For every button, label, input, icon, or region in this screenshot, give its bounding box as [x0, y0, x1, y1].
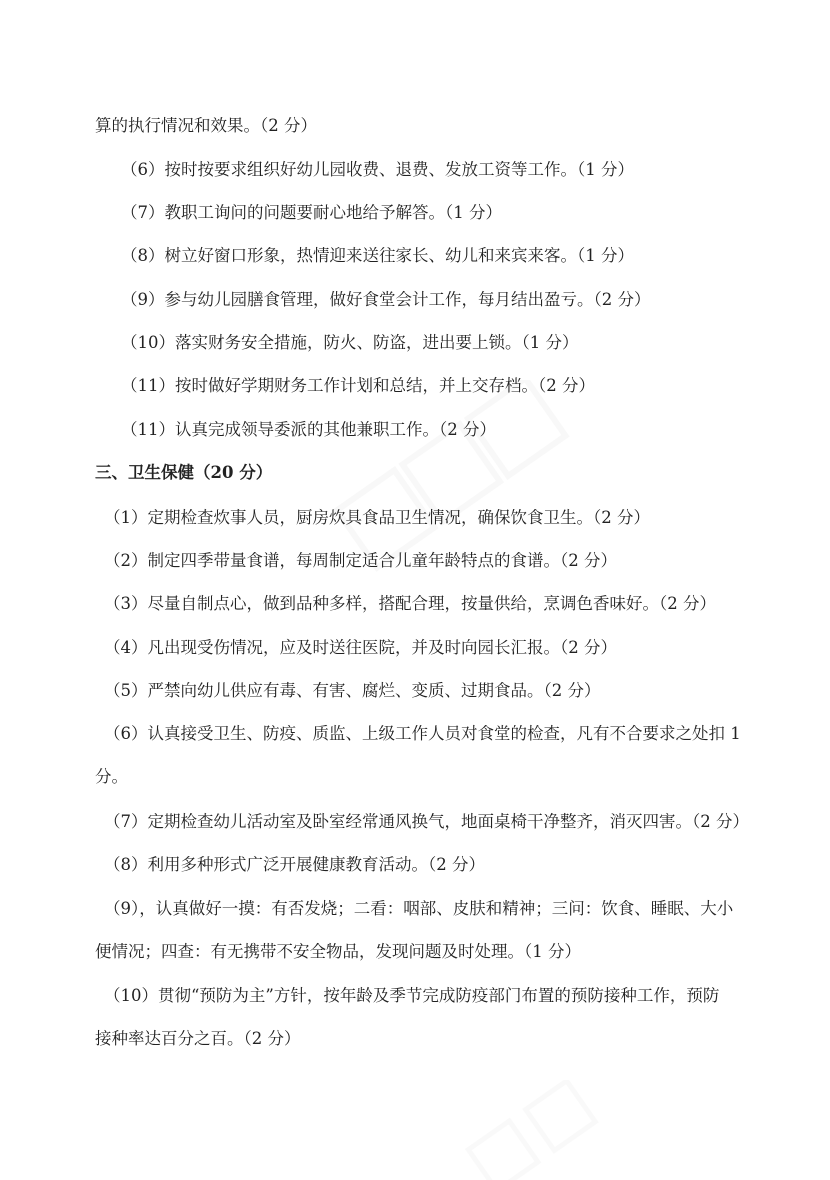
list-item: （8）利用多种形式广泛开展健康教育活动。（2 分） — [104, 855, 485, 874]
list-item: （6）按时按要求组织好幼儿园收费、退费、发放工资等工作。（1 分） — [121, 160, 634, 179]
list-item-continuation: 分。 — [95, 767, 128, 786]
text-line: 算的执行情况和效果。（2 分） — [95, 116, 317, 135]
list-item: （11）认真完成领导委派的其他兼职工作。（2 分） — [121, 420, 496, 439]
list-item: （4）凡出现受伤情况，应及时送往医院，并及时向园长汇报。（2 分） — [104, 638, 617, 657]
list-item: （8）树立好窗口形象，热情迎来送往家长、幼儿和来宾来客。（1 分） — [121, 246, 634, 265]
list-item: （9）参与幼儿园膳食管理，做好食堂会计工作，每月结出盈亏。（2 分） — [121, 290, 651, 309]
list-item: （1）定期检查炊事人员，厨房炊具食品卫生情况，确保饮食卫生。（2 分） — [104, 508, 650, 527]
section-heading: 三、卫生保健（20 分） — [95, 463, 273, 482]
list-item: （11）按时做好学期财务工作计划和总结，并上交存档。（2 分） — [121, 376, 595, 395]
list-item: （10）贯彻“预防为主”方针，按年龄及季节完成防疫部门布置的预防接种工作，预防 — [104, 986, 720, 1005]
list-item: （10）落实财务安全措施，防火、防盗，进出要上锁。（1 分） — [121, 333, 579, 352]
list-item-continuation: 接种率达百分之百。（2 分） — [95, 1029, 301, 1048]
list-item: （2）制定四季带量食谱，每周制定适合儿童年龄特点的食谱。（2 分） — [104, 551, 617, 570]
list-item: （7）定期检查幼儿活动室及卧室经常通风换气，地面桌椅干净整齐，消灭四害。（2 分） — [104, 812, 749, 831]
list-item: （6）认真接受卫生、防疫、质监、上级工作人员对食堂的检查，凡有不合要求之处扣 1 — [104, 724, 741, 743]
list-item-continuation: 便情况；四查：有无携带不安全物品，发现问题及时处理。（1 分） — [95, 942, 581, 961]
list-item: （9），认真做好一摸：有否发烧；二看：咽部、皮肤和精神；三问：饮食、睡眠、大小 — [104, 899, 734, 918]
list-item: （7）教职工询问的问题要耐心地给予解答。（1 分） — [121, 203, 502, 222]
list-item: （5）严禁向幼儿供应有毒、有害、腐烂、变质、过期食品。（2 分） — [104, 681, 601, 700]
list-item: （3）尽量自制点心，做到品种多样，搭配合理，按量供给，烹调色香味好。（2 分） — [104, 594, 716, 613]
